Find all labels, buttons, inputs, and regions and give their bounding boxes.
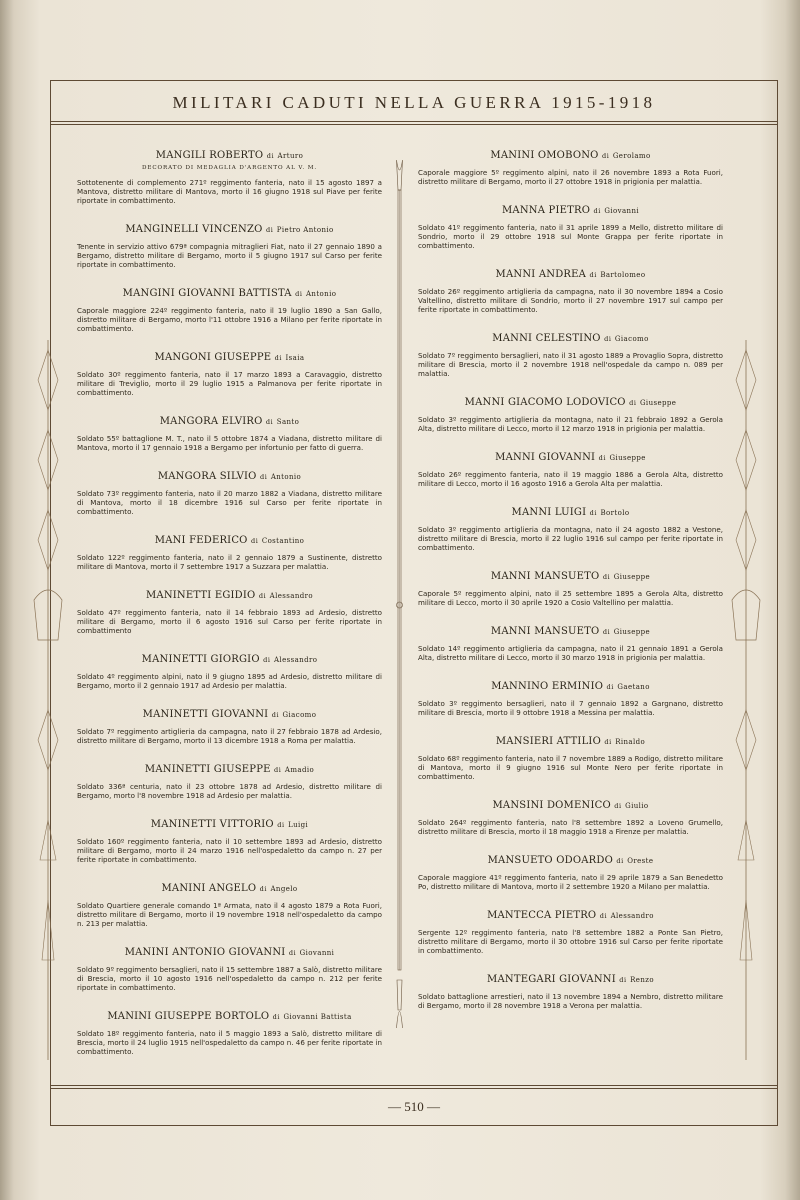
father-name: Arturo — [277, 152, 304, 160]
casualty-name — [418, 150, 723, 161]
surname-given-name: MANINETTI VITTORIO — [150, 819, 274, 830]
service-record: Soldato 336ª centuria, nato il 23 ottobre 1878 ad Ardesio, distretto militare di Bergamo, morto l'8 novembre 1918 ad Ardesio per malattia. — [77, 782, 382, 800]
service-record: Soldato 264º reggimento fanteria, nato l'8 settembre 1892 a Loveno Grumello, distretto militare di Brescia, morto il 18 maggio 1918 a Firenze per malattia. — [418, 818, 723, 836]
casualty-entry — [77, 709, 382, 745]
casualty-entry — [77, 224, 382, 269]
casualty-name — [77, 764, 382, 775]
casualty-name — [77, 1011, 382, 1022]
service-record: Soldato 14º reggimento artiglieria da campagna, nato il 21 gennaio 1891 a Gerola Alta, distretto militare di Lecco, morto il 30 marzo 1918 in prigionia per malattia. — [418, 644, 723, 662]
father-name: Giovanni — [299, 949, 335, 957]
father-name: Pietro Antonio — [276, 226, 334, 234]
page-number: — 510 — — [388, 1099, 440, 1114]
casualty-entry — [77, 764, 382, 800]
father-name: Giovanni Battista — [283, 1013, 352, 1021]
service-record: Soldato 30º reggimento fanteria, nato il 17 marzo 1893 a Caravaggio, distretto militare di Treviglio, morto il 29 luglio 1915 a Palmanova per ferite riportate in combattimento. — [77, 370, 382, 397]
service-record: Soldato 3º reggimento artiglieria da montagna, nato il 24 agosto 1882 a Vestone, distretto militare di Brescia, morto il 22 luglio 1916 sul campo per ferite riportate in combattimento. — [418, 525, 723, 552]
page-title: MILITARI CADUTI NELLA GUERRA 1915-1918 — [172, 93, 656, 112]
service-record: Soldato Quartiere generale comando 1ª Armata, nato il 4 agosto 1879 a Rota Fuori, distretto militare di Bergamo, morto il 19 novembre 1918 nell'ospedaletto da campo n. 213 per malattia. — [77, 901, 382, 928]
service-record: Soldato 55º battaglione M. T., nato il 5 ottobre 1874 a Viadana, distretto militare di Mantova, morto il 17 gennaio 1918 a Bergamo per infortunio per fatto di guerra. — [77, 434, 382, 452]
father-name: Angelo — [270, 885, 298, 893]
casualty-name — [77, 224, 382, 235]
di-connector: di — [295, 290, 303, 298]
surname-given-name: MANSIERI ATTILIO — [495, 736, 601, 747]
surname-given-name: MANNI LUIGI — [511, 507, 587, 518]
father-name: Giulio — [625, 802, 649, 810]
father-name: Gerolamo — [612, 152, 651, 160]
casualty-name — [418, 507, 723, 518]
di-connector: di — [602, 628, 611, 636]
casualty-name — [418, 205, 723, 216]
surname-given-name: MANNI GIOVANNI — [495, 452, 596, 463]
di-connector: di — [259, 473, 268, 481]
casualty-entry — [418, 397, 723, 433]
casualty-entry — [418, 269, 723, 314]
casualty-name — [418, 855, 723, 866]
casualty-name — [418, 681, 723, 692]
casualty-entry — [77, 535, 382, 571]
casualty-entry — [77, 819, 382, 864]
father-name: Giacomo — [282, 711, 317, 719]
surname-given-name: MANGINI GIOVANNI BATTISTA — [122, 288, 292, 299]
service-record: Soldato 26º reggimento fanteria, nato il 19 maggio 1886 a Gerola Alta, distretto militare di Lecco, morto il 16 agosto 1916 a Gerola Alta per malattia. — [418, 470, 723, 488]
di-connector: di — [629, 399, 637, 407]
di-connector: di — [265, 226, 274, 234]
father-name: Giovanni — [604, 207, 639, 215]
service-record: Soldato 7º reggimento artiglieria da campagna, nato il 27 febbraio 1878 ad Ardesio, distretto militare di Bergamo, morto il 13 dicembre 1918 a Roma per malattia. — [77, 727, 382, 745]
service-record: Soldato 9º reggimento bersaglieri, nato il 15 settembre 1887 a Salò, distretto militare di Brescia, morto il 10 agosto 1916 nell'ospedaletto da campo n. 212 per ferite riportate in combattimento. — [77, 965, 382, 992]
father-name: Rinaldo — [615, 738, 646, 746]
service-record: Caporale maggiore 224º reggimento fanteria, nato il 19 luglio 1890 a San Gallo, distretto militare di Bergamo, morto l'11 ottobre 1916 a Milano per ferite riportate in combattimento. — [77, 306, 382, 333]
di-connector: di — [604, 335, 612, 343]
service-record: Sottotenente di complemento 271º reggimento fanteria, nato il 15 agosto 1897 a Mantova, distretto militare di Mantova, morto il 16 giugno 1918 sul Piave per ferite riportate in combattimento. — [77, 178, 382, 205]
surname-given-name: MANNI MANSUETO — [490, 626, 600, 637]
service-record: Soldato 3º reggimento artiglieria da montagna, nato il 21 febbraio 1892 a Gerola Alta, distretto militare di Lecco, morto il 12 marzo 1918 in prigionia per malattia. — [418, 415, 723, 433]
casualty-name — [77, 416, 382, 427]
service-record: Soldato battaglione arrestieri, nato il 13 novembre 1894 a Nembro, distretto militare di Bergamo, morto il 28 novembre 1918 a Verona per malattia. — [418, 992, 723, 1010]
father-name: Giacomo — [614, 335, 649, 343]
father-name: Alessandro — [610, 912, 654, 920]
casualty-name — [77, 288, 382, 299]
father-name: Giuseppe — [613, 573, 651, 581]
service-record: Soldato 26º reggimento artiglieria da campagna, nato il 30 novembre 1894 a Cosio Valtellino, distretto militare di Sondrio, morto il 27 novembre 1917 sul campo per ferite riportate in combattimento. — [418, 287, 723, 314]
father-name: Antonio — [305, 290, 337, 298]
right-torch-ornament-icon — [728, 340, 764, 1060]
service-record: Caporale maggiore 5º reggimento alpini, nato il 26 novembre 1893 a Rota Fuori, distretto militare di Bergamo, morto il 27 ottobre 1918 in prigionia per malattia. — [418, 168, 723, 186]
service-record: Soldato 73º reggimento fanteria, nato il 20 marzo 1882 a Viadana, distretto militare di Mantova, morto il 18 dicembre 1916 sul Carso per ferite riportate in combattimento. — [77, 489, 382, 516]
di-connector: di — [604, 738, 612, 746]
header-rule-thin — [50, 124, 778, 125]
di-connector: di — [265, 418, 274, 426]
di-connector: di — [606, 683, 614, 691]
surname-given-name: MANI FEDERICO — [154, 535, 248, 546]
casualty-name — [77, 709, 382, 720]
casualty-name — [418, 974, 723, 985]
casualty-name — [418, 397, 723, 408]
surname-given-name: MANGONI GIUSEPPE — [154, 352, 272, 363]
service-record: Soldato 3º reggimento bersaglieri, nato il 7 gennaio 1892 a Gargnano, distretto militare di Brescia, morto il 9 ottobre 1918 a Messina per malattia. — [418, 699, 723, 717]
di-connector: di — [274, 354, 283, 362]
di-connector: di — [614, 802, 622, 810]
casualty-entry — [77, 654, 382, 690]
casualty-name — [418, 571, 723, 582]
casualty-name — [77, 590, 382, 601]
surname-given-name: MANGINELLI VINCENZO — [125, 224, 263, 235]
di-connector: di — [250, 537, 259, 545]
casualty-name — [418, 910, 723, 921]
right-column — [418, 150, 723, 1029]
service-record: Caporale maggiore 41º reggimento fanteria, nato il 29 aprile 1879 a San Benedetto Po, distretto militare di Mantova, morto il 2 settembre 1920 a Milano per malattia. — [418, 873, 723, 891]
father-name: Bartolomeo — [600, 271, 646, 279]
di-connector: di — [598, 454, 607, 462]
casualty-entry — [77, 150, 382, 205]
di-connector: di — [288, 949, 297, 957]
casualty-name — [418, 736, 723, 747]
casualty-name — [77, 352, 382, 363]
di-connector: di — [599, 912, 608, 920]
service-record: Soldato 68º reggimento fanteria, nato il 7 novembre 1889 a Rodigo, distretto militare di Mantova, morto il 9 giugno 1916 sul Monte Nero per ferite riportate in combattimento. — [418, 754, 723, 781]
surname-given-name: MANSUETO ODOARDO — [487, 855, 613, 866]
casualty-entry — [77, 471, 382, 516]
casualty-name — [77, 654, 382, 665]
footer-rule — [50, 1085, 778, 1086]
casualty-entry — [418, 910, 723, 955]
casualty-entry — [418, 150, 723, 186]
decoration-note: DECORATO DI MEDAGLIA D'ARGENTO AL V. M. — [141, 165, 318, 171]
surname-given-name: MANGORA SILVIO — [157, 471, 257, 482]
father-name: Alessandro — [269, 592, 314, 600]
casualty-name — [418, 452, 723, 463]
di-connector: di — [258, 592, 267, 600]
casualty-entry — [418, 681, 723, 717]
di-connector: di — [589, 509, 598, 517]
surname-given-name: MANINI ANTONIO GIOVANNI — [124, 947, 286, 958]
di-connector: di — [619, 976, 627, 984]
casualty-name — [418, 333, 723, 344]
casualty-name — [77, 947, 382, 958]
casualty-entry — [77, 352, 382, 397]
father-name: Bortolo — [600, 509, 630, 517]
father-name: Santo — [276, 418, 300, 426]
casualty-entry — [418, 507, 723, 552]
surname-given-name: MANINETTI EGIDIO — [145, 590, 256, 601]
father-name: Luigi — [288, 821, 309, 829]
di-connector: di — [602, 573, 611, 581]
service-record: Soldato 7º reggimento bersaglieri, nato il 31 agosto 1889 a Provaglio Sopra, distretto militare di Brescia, morto il 2 novembre 1918 nell'ospedale da campo n. 089 per malattia. — [418, 351, 723, 378]
di-connector: di — [272, 1013, 281, 1021]
surname-given-name: MANNI ANDREA — [495, 269, 587, 280]
surname-given-name: MANINI OMOBONO — [490, 150, 599, 161]
di-connector: di — [274, 766, 282, 774]
casualty-entry — [418, 855, 723, 891]
casualty-entry — [77, 1011, 382, 1056]
casualty-entry — [77, 416, 382, 452]
surname-given-name: MANTEGARI GIOVANNI — [487, 974, 616, 985]
service-record: Soldato 41º reggimento fanteria, nato il 31 aprile 1899 a Mello, distretto militare di Sondrio, morto il 29 ottobre 1918 sul Monte Grappa per ferite riportate in combattimento. — [418, 223, 723, 250]
casualty-entry — [418, 452, 723, 488]
di-connector: di — [589, 271, 597, 279]
di-connector: di — [277, 821, 285, 829]
casualty-name — [77, 471, 382, 482]
service-record: Caporale 5º reggimento alpini, nato il 25 settembre 1895 a Gerola Alta, distretto militare di Lecco, morto il 30 aprile 1920 a Cosio Valtellino per malattia. — [418, 589, 723, 607]
di-connector: di — [263, 656, 271, 664]
casualty-entry — [418, 974, 723, 1010]
father-name: Renzo — [630, 976, 654, 984]
father-name: Alessandro — [273, 656, 318, 664]
casualty-name — [418, 269, 723, 280]
casualty-entry — [77, 947, 382, 992]
casualty-entry — [77, 288, 382, 333]
di-connector: di — [601, 152, 610, 160]
surname-given-name: MANINETTI GIOVANNI — [142, 709, 269, 720]
surname-given-name: MANINETTI GIUSEPPE — [144, 764, 271, 775]
casualty-name — [77, 883, 382, 894]
surname-given-name: MANNI MANSUETO — [490, 571, 600, 582]
service-record: Soldato 18º reggimento fanteria, nato il 5 maggio 1893 a Salò, distretto militare di Brescia, morto il 24 luglio 1915 nell'ospedaletto da campo n. 46 per ferite riportate in combattimento. — [77, 1029, 382, 1056]
surname-given-name: MANTECCA PIETRO — [487, 910, 597, 921]
casualty-entry — [418, 571, 723, 607]
service-record: Soldato 4º reggimento alpini, nato il 9 giugno 1895 ad Ardesio, distretto militare di Bergamo, morto il 2 gennaio 1917 ad Ardesio per malattia. — [77, 672, 382, 690]
surname-given-name: MANNA PIETRO — [501, 205, 591, 216]
service-record: Sergente 12º reggimento fanteria, nato l'8 settembre 1882 a Ponte San Pietro, distretto militare di Bergamo, morto il 30 ottobre 1916 sul Carso per ferite riportate in combattimento. — [418, 928, 723, 955]
father-name: Isaia — [285, 354, 305, 362]
casualty-entry — [418, 800, 723, 836]
header-rule — [50, 121, 778, 122]
surname-given-name: MANSINI DOMENICO — [492, 800, 611, 811]
father-name: Gaetano — [617, 683, 650, 691]
surname-given-name: MANINI GIUSEPPE BORTOLO — [107, 1011, 270, 1022]
father-name: Giuseppe — [639, 399, 677, 407]
father-name: Amadio — [284, 766, 315, 774]
left-column — [77, 150, 382, 1075]
surname-given-name: MANINETTI GIORGIO — [141, 654, 260, 665]
service-record: Soldato 160º reggimento fanteria, nato il 10 settembre 1893 ad Ardesio, distretto militare di Bergamo, morto il 24 marzo 1916 nell'ospedaletto da campo n. 27 per ferite riportate in combattimento. — [77, 837, 382, 864]
casualty-name — [418, 626, 723, 637]
casualty-entry — [418, 626, 723, 662]
di-connector: di — [266, 152, 275, 160]
casualty-entry — [77, 883, 382, 928]
casualty-entry — [77, 590, 382, 635]
di-connector: di — [593, 207, 601, 215]
father-name: Oreste — [627, 857, 654, 865]
service-record: Soldato 47º reggimento fanteria, nato il 14 febbraio 1893 ad Ardesio, distretto militare di Bergamo, morto il 6 agosto 1916 sul Carso per ferite riportate in combattimento — [77, 608, 382, 635]
father-name: Costantino — [261, 537, 305, 545]
service-record: Tenente in servizio attivo 679ª compagnia mitraglieri Fiat, nato il 27 gennaio 1890 a Bergamo, distretto militare di Bergamo, morto il 5 giugno 1917 sul Carso per ferite riportate in combattimento. — [77, 242, 382, 269]
casualty-entry — [418, 333, 723, 378]
surname-given-name: MANNI CELESTINO — [492, 333, 601, 344]
casualty-name — [77, 150, 382, 161]
di-connector: di — [259, 885, 268, 893]
di-connector: di — [271, 711, 280, 719]
surname-given-name: MANGORA ELVIRO — [159, 416, 263, 427]
casualty-name — [77, 535, 382, 546]
surname-given-name: MANGILI ROBERTO — [155, 150, 264, 161]
service-record: Soldato 122º reggimento fanteria, nato il 2 gennaio 1879 a Sustinente, distretto militare di Mantova, morto il 7 settembre 1917 a Suzzara per malattia. — [77, 553, 382, 571]
casualty-entry — [418, 205, 723, 250]
left-torch-ornament-icon — [30, 340, 66, 1060]
surname-given-name: MANNI GIACOMO LODOVICO — [464, 397, 626, 408]
casualty-entry — [418, 736, 723, 781]
casualty-name — [77, 819, 382, 830]
father-name: Antonio — [270, 473, 302, 481]
torch-divider-icon — [396, 160, 403, 1028]
surname-given-name: MANNINO ERMINIO — [491, 681, 604, 692]
footer-rule-thin — [50, 1088, 778, 1089]
father-name: Giuseppe — [613, 628, 651, 636]
di-connector: di — [616, 857, 624, 865]
father-name: Giuseppe — [609, 454, 646, 462]
casualty-name — [418, 800, 723, 811]
surname-given-name: MANINI ANGELO — [161, 883, 257, 894]
